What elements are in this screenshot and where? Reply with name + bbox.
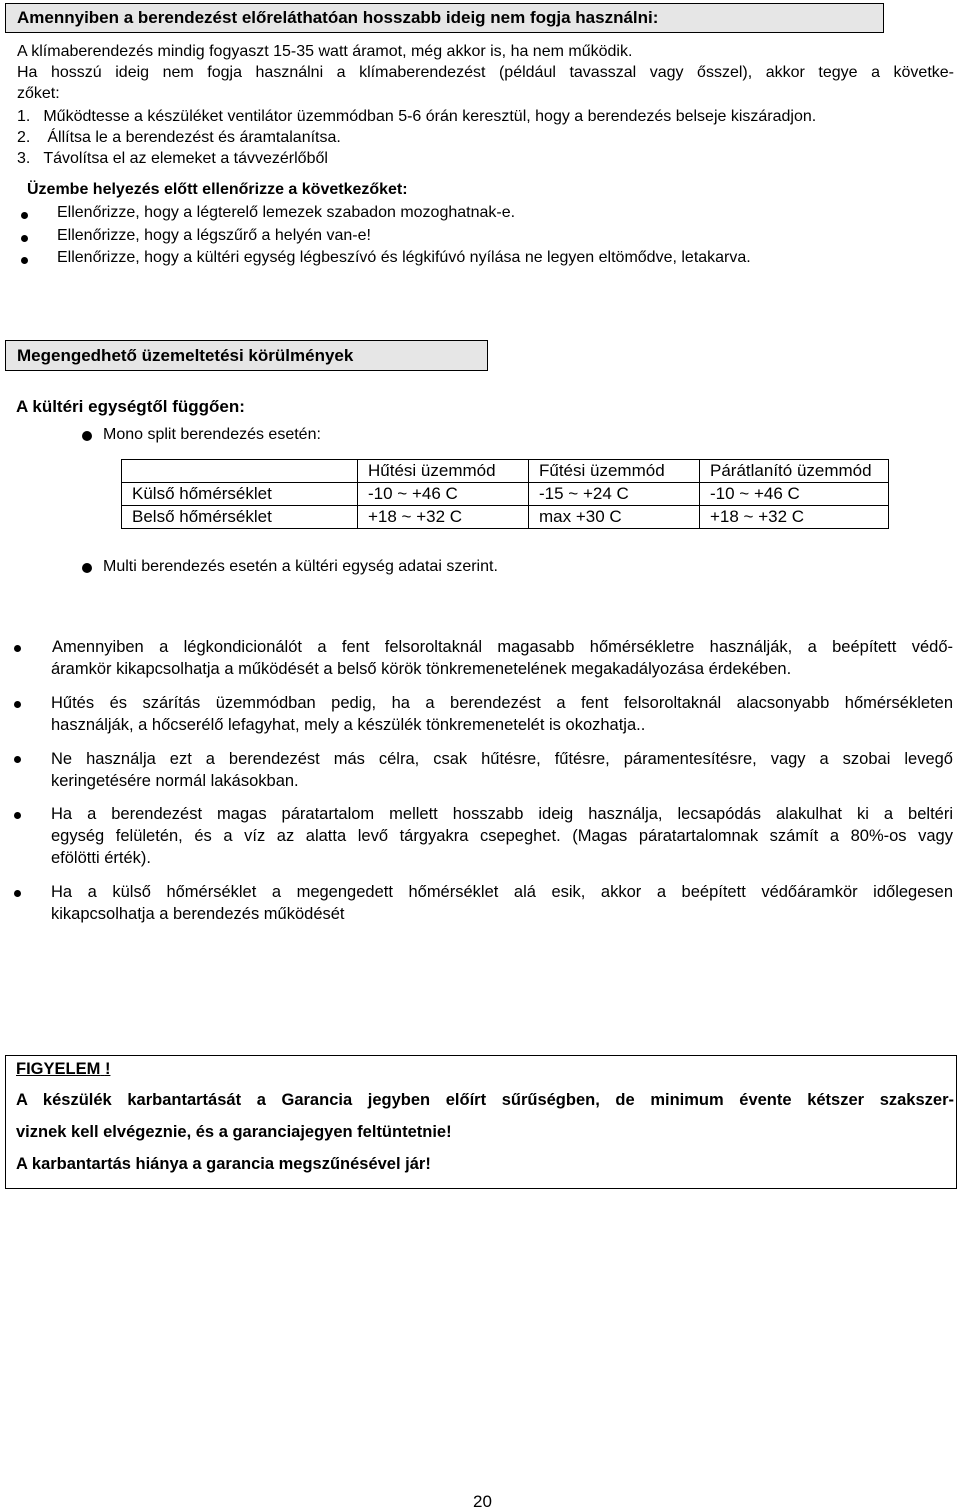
multi-label: Multi berendezés esetén a kültéri egység adatai szerint.: [103, 558, 498, 575]
intro-line-1: A klímaberendezés mindig fogyaszt 15-35 watt áramot, még akkor is, ha nem működik.: [17, 43, 633, 60]
section2-title-box: [5, 340, 488, 371]
section1-title-box: [5, 3, 884, 33]
note-paragraph: Ha a külső hőmérséklet a megengedett hőmérséklet alá esik, akkor a beépített védőáramkör időlegesen kikapcsolhatja a berendezés működését: [51, 883, 953, 923]
warning-title: FIGYELEM !: [16, 1060, 111, 1078]
bullet-icon: [21, 212, 28, 219]
table-cell: Belső hőmérséklet: [122, 506, 358, 529]
bullet-icon: [82, 431, 92, 441]
mono-label: Mono split berendezés esetén:: [103, 426, 321, 443]
bullet-icon: [21, 235, 28, 242]
warning-box: [5, 1055, 957, 1189]
check-title: Üzembe helyezés előtt ellenőrizze a következőket:: [27, 181, 408, 198]
section2-subtitle: A kültéri egységtől függően:: [16, 397, 245, 416]
table-cell: -10 ~ +46 C: [700, 483, 889, 506]
table-header: Párátlanító üzemmód: [700, 460, 889, 483]
note-paragraph: Amennyiben a légkondicionálót a fent felsoroltaknál magasabb hőmérsékletre használják, a beépített védő- áramkör kikapcsolhatja a működését a belső körök tönkremenetelének megakadályozása érdekében.: [51, 638, 953, 678]
check-item: Ellenőrizze, hogy a légterelő lemezek szabadon mozoghatnak-e.: [57, 204, 516, 221]
bullet-icon: [14, 701, 21, 708]
check-item: Ellenőrizze, hogy a légszűrő a helyén van-e!: [57, 227, 371, 244]
warning-line-2: viznek kell elvégeznie, és a garanciajegyen feltüntetnie!: [16, 1123, 452, 1141]
note-paragraph: Hűtés és szárítás üzemmódban pedig, ha a berendezést a fent felsoroltaknál alacsonyabb hőmérsékleten használják, a hőcserélő lefagyhat, mely a készülék tönkremenetelét is okozhatja..: [51, 694, 953, 734]
step-3: 3. Távolítsa el az elemeket a távvezérlőből: [17, 150, 328, 167]
table-cell: -10 ~ +46 C: [358, 483, 529, 506]
step-1: 1. Működtesse a készüléket ventilátor üzemmódban 5-6 órán keresztül, hogy a berendezés belseje kiszáradjon.: [17, 108, 817, 125]
bullet-icon: [14, 812, 21, 819]
intro-line-2a: Ha hosszú ideig nem fogja használni a klímaberendezést (például tavasszal vagy ősszel), akkor tegye a követke-: [17, 64, 954, 81]
table-header: Hűtési üzemmód: [358, 460, 529, 483]
note-paragraph: Ha a berendezést magas páratartalom mellett hosszabb ideig használja, lecsapódás alakulhat ki a beltéri egység felületén, és a víz az alatta levő tárgyakra csepeghet. (Magas páratartalomnak számít a 80%-os vagy efölötti érték).: [51, 805, 953, 867]
table-cell: Külső hőmérséklet: [122, 483, 358, 506]
table-cell: +18 ~ +32 C: [358, 506, 529, 529]
table-header-row: [122, 460, 889, 483]
section1-title: Amennyiben a berendezést előreláthatóan hosszabb ideig nem fogja használni:: [17, 8, 659, 27]
table-row: [122, 506, 889, 529]
bullet-icon: [14, 756, 21, 763]
intro-line-2b: zőket:: [17, 85, 60, 102]
page-number: 20: [473, 1492, 492, 1511]
table-cell: max +30 C: [529, 506, 700, 529]
table-cell: -15 ~ +24 C: [529, 483, 700, 506]
check-item: Ellenőrizze, hogy a kültéri egység légbeszívó és légkifúvó nyílása ne legyen eltömődve, letakarva.: [57, 249, 751, 266]
step-2: 2. Állítsa le a berendezést és áramtalanítsa.: [17, 129, 341, 146]
bullet-icon: [21, 257, 28, 264]
table-header: Fűtési üzemmód: [529, 460, 700, 483]
bullet-icon: [82, 563, 92, 573]
table-cell: [122, 460, 358, 483]
bullet-icon: [14, 645, 21, 652]
section2-title: Megengedhető üzemeltetési körülmények: [17, 346, 354, 365]
note-paragraph: Ne használja ezt a berendezést más célra, csak hűtésre, fűtésre, páramentesítésre, vagy a szobai levegő keringetésére normál lakásokban.: [51, 750, 953, 790]
warning-line-1: A készülék karbantartását a Garancia jegyben előírt sűrűségben, de minimum évente kétszer szakszer-: [16, 1091, 954, 1109]
bullet-icon: [14, 890, 21, 897]
warning-line-3: A karbantartás hiánya a garancia megszűnésével jár!: [16, 1155, 431, 1173]
table-row: [122, 483, 889, 506]
table-cell: +18 ~ +32 C: [700, 506, 889, 529]
conditions-table: [121, 459, 889, 529]
